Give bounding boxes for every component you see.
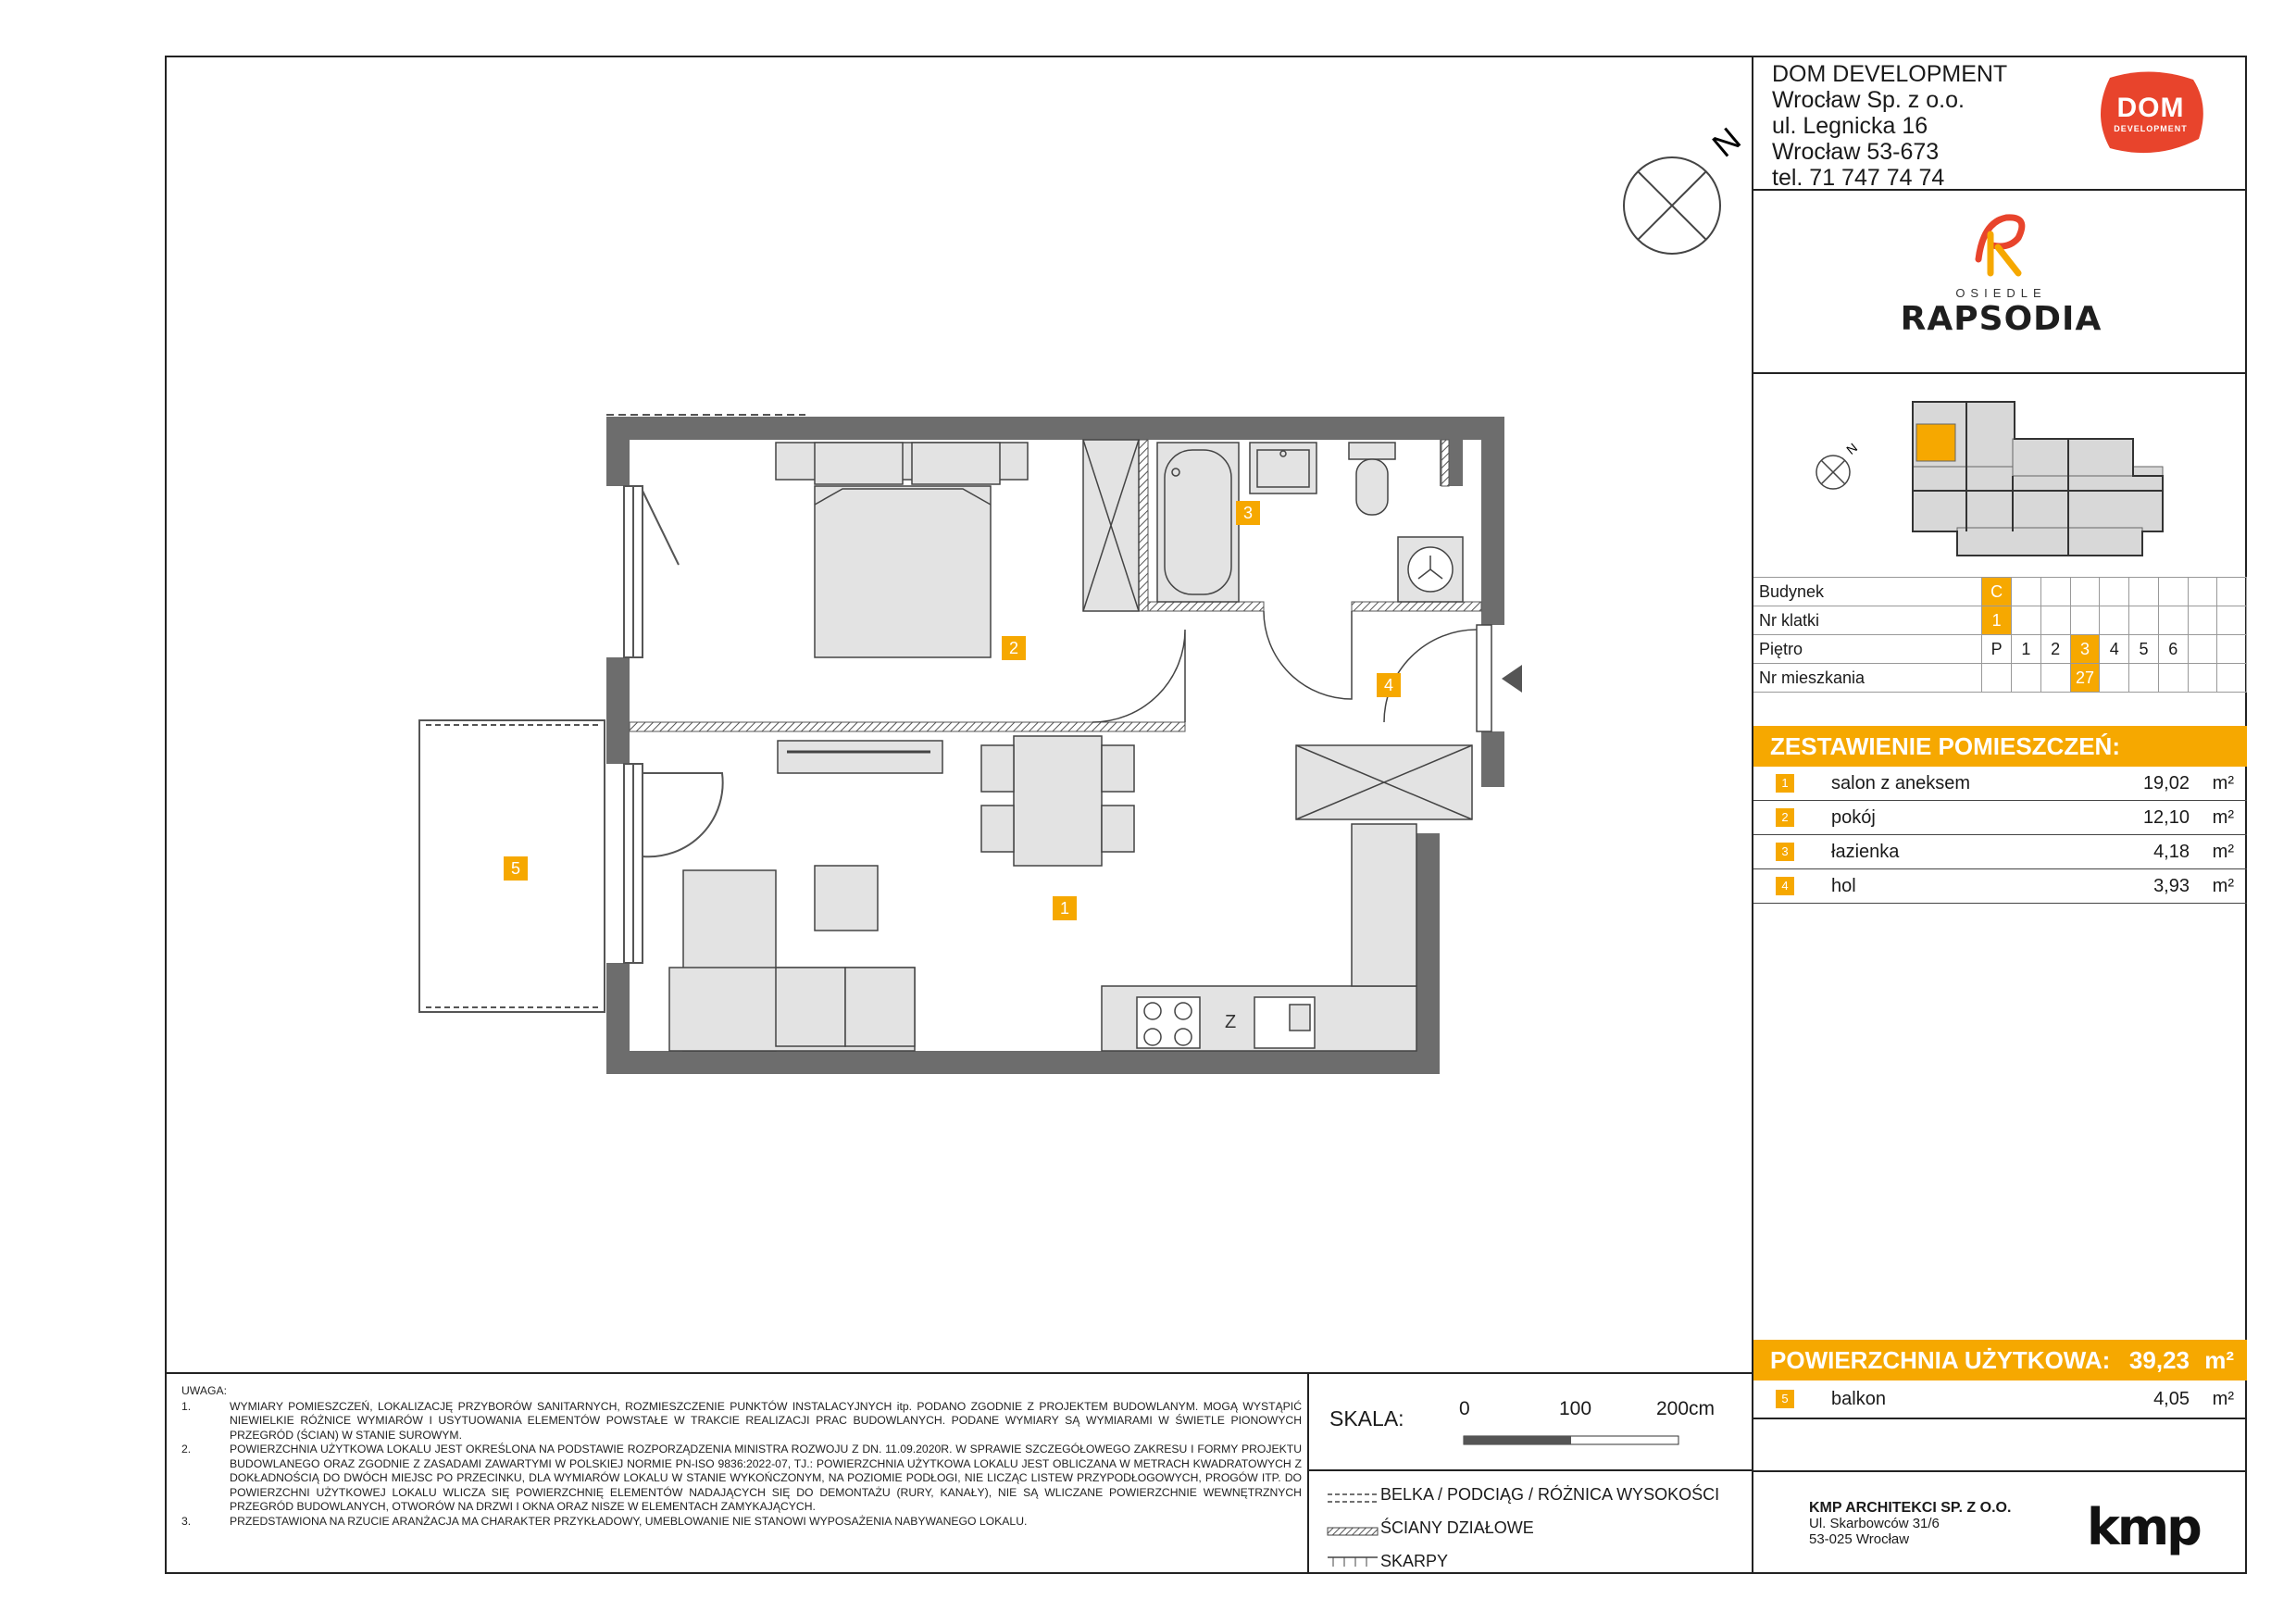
legend-reveals: SKARPY (1380, 1552, 1449, 1570)
info-row-building: Budynek C (1753, 578, 2247, 606)
bathtub (1157, 443, 1239, 602)
architect-street: Ul. Skarbowców 31/6 (1809, 1516, 1940, 1531)
dom-logo-subtext: DEVELOPMENT (2114, 124, 2188, 133)
scale-label: SKALA: (1329, 1406, 1404, 1430)
title-block (1752, 56, 2247, 1574)
room-marker-3: 3 (1236, 501, 1260, 525)
project-sub: OSIEDLE (1955, 286, 2047, 300)
compass-small-icon (1816, 456, 1850, 489)
scale-tick-0: 0 (1459, 1398, 1470, 1419)
info-row-apartment-number: Nr mieszkania 27 (1753, 664, 2247, 693)
note-item: 1. WYMIARY POMIESZCZEŃ, LOKALIZACJĘ PRZYBORÓW SANITARNYCH, ROZMIESZCZENIE PUNKTÓW INSTALACYJNYCH itp. PODANO ZGODNIE Z PROJEKTEM BUDOWLANYM. MOGĄ WYSTĄPIĆ NIEWIELKIE RÓŻNICE WYMIARÓW I USYTUOWANIA ELEMENTÓW POWSTAŁE W TRAKCIE REALIZACJI PRAC BUDOWLANYCH. PODANE WYMIARY SĄ WYMIARAMI W ŚWIETLE PIONOWYCH PRZEGRÓD (ŚCIAN) W STANIE SUROWYM. (181, 1399, 1302, 1442)
partition-wall-bath (1143, 602, 1264, 611)
balcony-row: 5 balkon 4,05 m² (1753, 1382, 2247, 1419)
scale-tick-100: 100 (1559, 1398, 1592, 1419)
compass-icon (1624, 157, 1720, 254)
window-left-top (624, 486, 679, 657)
total-area-value: 39,23 (2128, 1346, 2190, 1374)
rapsodia-r-icon (1965, 208, 2039, 282)
architect-city: 53-025 Wrocław (1809, 1531, 1910, 1547)
dom-logo-text: DOM (2116, 93, 2185, 123)
info-row-staircase: Nr klatki 1 (1753, 606, 2247, 635)
total-area-bar: POWIERZCHNIA UŻYTKOWA: 39,23 m² (1753, 1340, 2247, 1380)
apartment-info-table (1753, 577, 2247, 693)
partition-wall-horizontal (630, 722, 1185, 731)
entrance-arrow-icon (1502, 665, 1522, 693)
tv-cabinet (778, 741, 942, 773)
sofa (669, 866, 915, 1051)
notes (181, 1384, 1302, 1529)
dom-development-logo (2091, 69, 2210, 157)
total-area-label: POWIERZCHNIA UŻYTKOWA: (1770, 1346, 2111, 1374)
legend-beam: BELKA / PODCIĄG / RÓŻNICA WYSOKOŚCI (1380, 1485, 1720, 1504)
company-city: Wrocław 53-673 (1772, 139, 1940, 165)
company-street: ul. Legnicka 16 (1772, 113, 1928, 139)
info-row-floor: Piętro P 1 2 3 4 5 6 (1753, 635, 2247, 664)
legend-symbols (1326, 1489, 1381, 1572)
building-key-plan (1791, 389, 2198, 574)
developer-address (1772, 61, 2007, 191)
compass-north-label: N (1704, 119, 1748, 165)
kmp-logo: kmp (2087, 1498, 2200, 1556)
room-marker-4: 4 (1377, 673, 1401, 697)
wardrobe (1083, 440, 1139, 611)
partition-wall-wc (1441, 440, 1449, 486)
washing-machine (1398, 537, 1463, 602)
project-logo (1753, 208, 2249, 338)
architect-info (1809, 1500, 2011, 1547)
room-marker-1: 1 (1053, 896, 1077, 920)
scale-bar (1463, 1435, 1685, 1446)
toilet (1349, 443, 1395, 515)
key-plan-apartment-highlight (1916, 424, 1955, 461)
bathroom-sink (1250, 443, 1316, 493)
rooms-summary-header: ZESTAWIENIE POMIESZCZEŃ: (1753, 726, 2247, 767)
door-bedroom (1092, 630, 1185, 722)
kitchen-counter (1102, 745, 1472, 1051)
note-item: 3. PRZEDSTAWIONA NA RZUCIE ARANŻACJA MA CHARAKTER PRZYKŁADOWY, UMEBLOWANIE NIE STANOWI WYPOSAŻENIA NABYWANEGO LOKALU. (181, 1514, 1028, 1528)
room-marker-2: 2 (1002, 636, 1026, 660)
note-item: 2. POWIERZCHNIA UŻYTKOWA LOKALU JEST OKREŚLONA NA PODSTAWIE ROZPORZĄDZENIA MINISTRA ROZWOJU Z DN. 11.09.2020R. W SPRAWIE SZCZEGÓŁOWEGO ZAKRESU I FORMY PROJEKTU BUDOWLANEGO ORAZ ZGODNIE Z ZASADAMI ZAWARTYMI W POLSKIEJ NORMIE PN-ISO 9836:2022-07, TJ.: POWIERZCHNIA UŻYTKOWA LOKALU JEST OBLICZANA W METRACH KWADRATOWYCH Z DOKŁADNOŚCIĄ DO DWÓCH MIEJSC PO PRZECINKU, DLA WYMIARÓW LOKALU W STANIE WYKOŃCZONYM, NA POZIOMIE PODŁOGI, NIE LICZĄC LISTEW PRZYPODŁOGOWYCH, PROGÓW ITP. DO POWIERZCHNI UŻYTKOWEJ LOKALU WLICZA SIĘ POWIERZCHNIĘ ELEMENTÓW NADAJĄCYCH SIĘ DO DEMONTAŻU (RURY, KANAŁY), NIE SĄ WLICZANE POWIERZCHNIE WEWNĘTRZNYCH PRZEGRÓD BUDOWLANYCH, OTWORÓW NA DRZWI I OKNA ORAZ NISZE W ELEMENTACH ZAMYKAJĄCYCH. (181, 1443, 1302, 1513)
company-name: DOM DEVELOPMENT (1772, 61, 2008, 87)
legend-partition-walls: ŚCIANY DZIAŁOWE (1380, 1518, 1534, 1537)
notes-heading: UWAGA: (181, 1384, 227, 1397)
bed (776, 443, 1028, 657)
room-marker-5: 5 (504, 856, 528, 881)
room-row: 3 łazienka 4,18 m² (1753, 835, 2247, 869)
company-legal: Wrocław Sp. z o.o. (1772, 87, 1965, 113)
company-phone: tel. 71 747 74 74 (1772, 165, 1945, 191)
fridge-label: Z (1225, 1012, 1237, 1032)
compass-small-label: N (1843, 440, 1861, 457)
project-name: RAPSODIA (1900, 300, 2103, 338)
architect-name: KMP ARCHITEKCI SP. Z O.O. (1809, 1500, 2012, 1516)
partition-wall-hall (1352, 602, 1481, 611)
partition-wall-wardrobe (1139, 440, 1148, 611)
room-row: 1 salon z aneksem 19,02 m² (1753, 767, 2247, 801)
room-row: 4 hol 3,93 m² (1753, 869, 2247, 904)
door-bathroom (1264, 611, 1352, 699)
room-row: 2 pokój 12,10 m² (1753, 801, 2247, 835)
dining-table (981, 736, 1134, 866)
scale-tick-200: 200cm (1656, 1398, 1716, 1419)
